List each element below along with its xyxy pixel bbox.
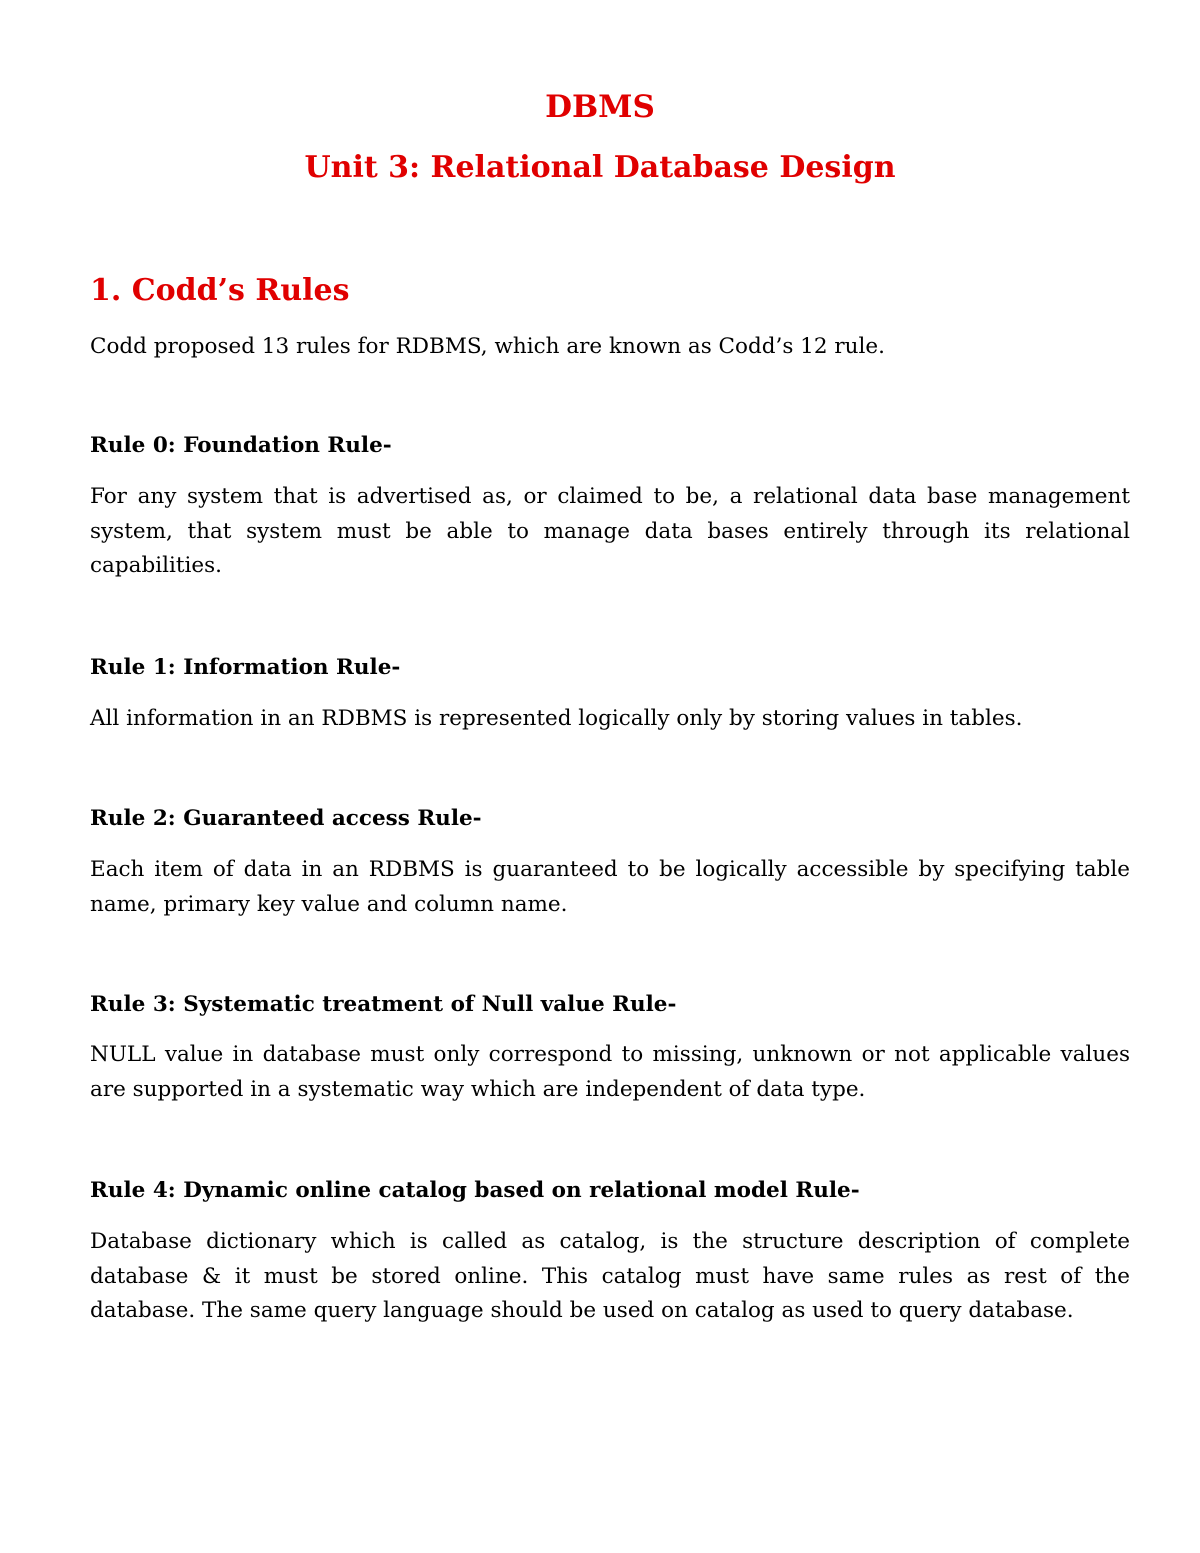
section-heading: 1. Codd’s Rules: [90, 273, 350, 308]
rule-3-body: NULL value in database must only correspond to missing, unknown or not applicable values are supported in a systematic way which are independent of data type.: [90, 1042, 1130, 1102]
document-subtitle: Unit 3: Relational Database Design: [304, 150, 896, 185]
section-intro: Codd proposed 13 rules for RDBMS, which are known as Codd’s 12 rule.: [90, 334, 885, 359]
rule-1-heading: Rule 1: Information Rule-: [90, 655, 401, 680]
rule-0-heading: Rule 0: Foundation Rule-: [90, 433, 392, 458]
document-title: DBMS: [545, 89, 655, 125]
rule-4-body: Database dictionary which is called as catalog, is the structure description of complete database & it must be stored online. This catalog must have same rules as rest of the database. The same query language should be used on catalog as used to query database.: [90, 1229, 1130, 1323]
rule-1-body: All information in an RDBMS is represented logically only by storing values in tables.: [90, 706, 1023, 731]
rule-2-body: Each item of data in an RDBMS is guaranteed to be logically accessible by specifying table name, primary key value and column name.: [90, 857, 1130, 917]
rule-3-heading: Rule 3: Systematic treatment of Null value Rule-: [90, 992, 677, 1017]
rule-0-body: For any system that is advertised as, or claimed to be, a relational data base management system, that system must be able to manage data bases entirely through its relational capabilities.: [90, 484, 1130, 578]
rule-4-heading: Rule 4: Dynamic online catalog based on relational model Rule-: [90, 1178, 860, 1203]
rule-2-heading: Rule 2: Guaranteed access Rule-: [90, 806, 482, 831]
